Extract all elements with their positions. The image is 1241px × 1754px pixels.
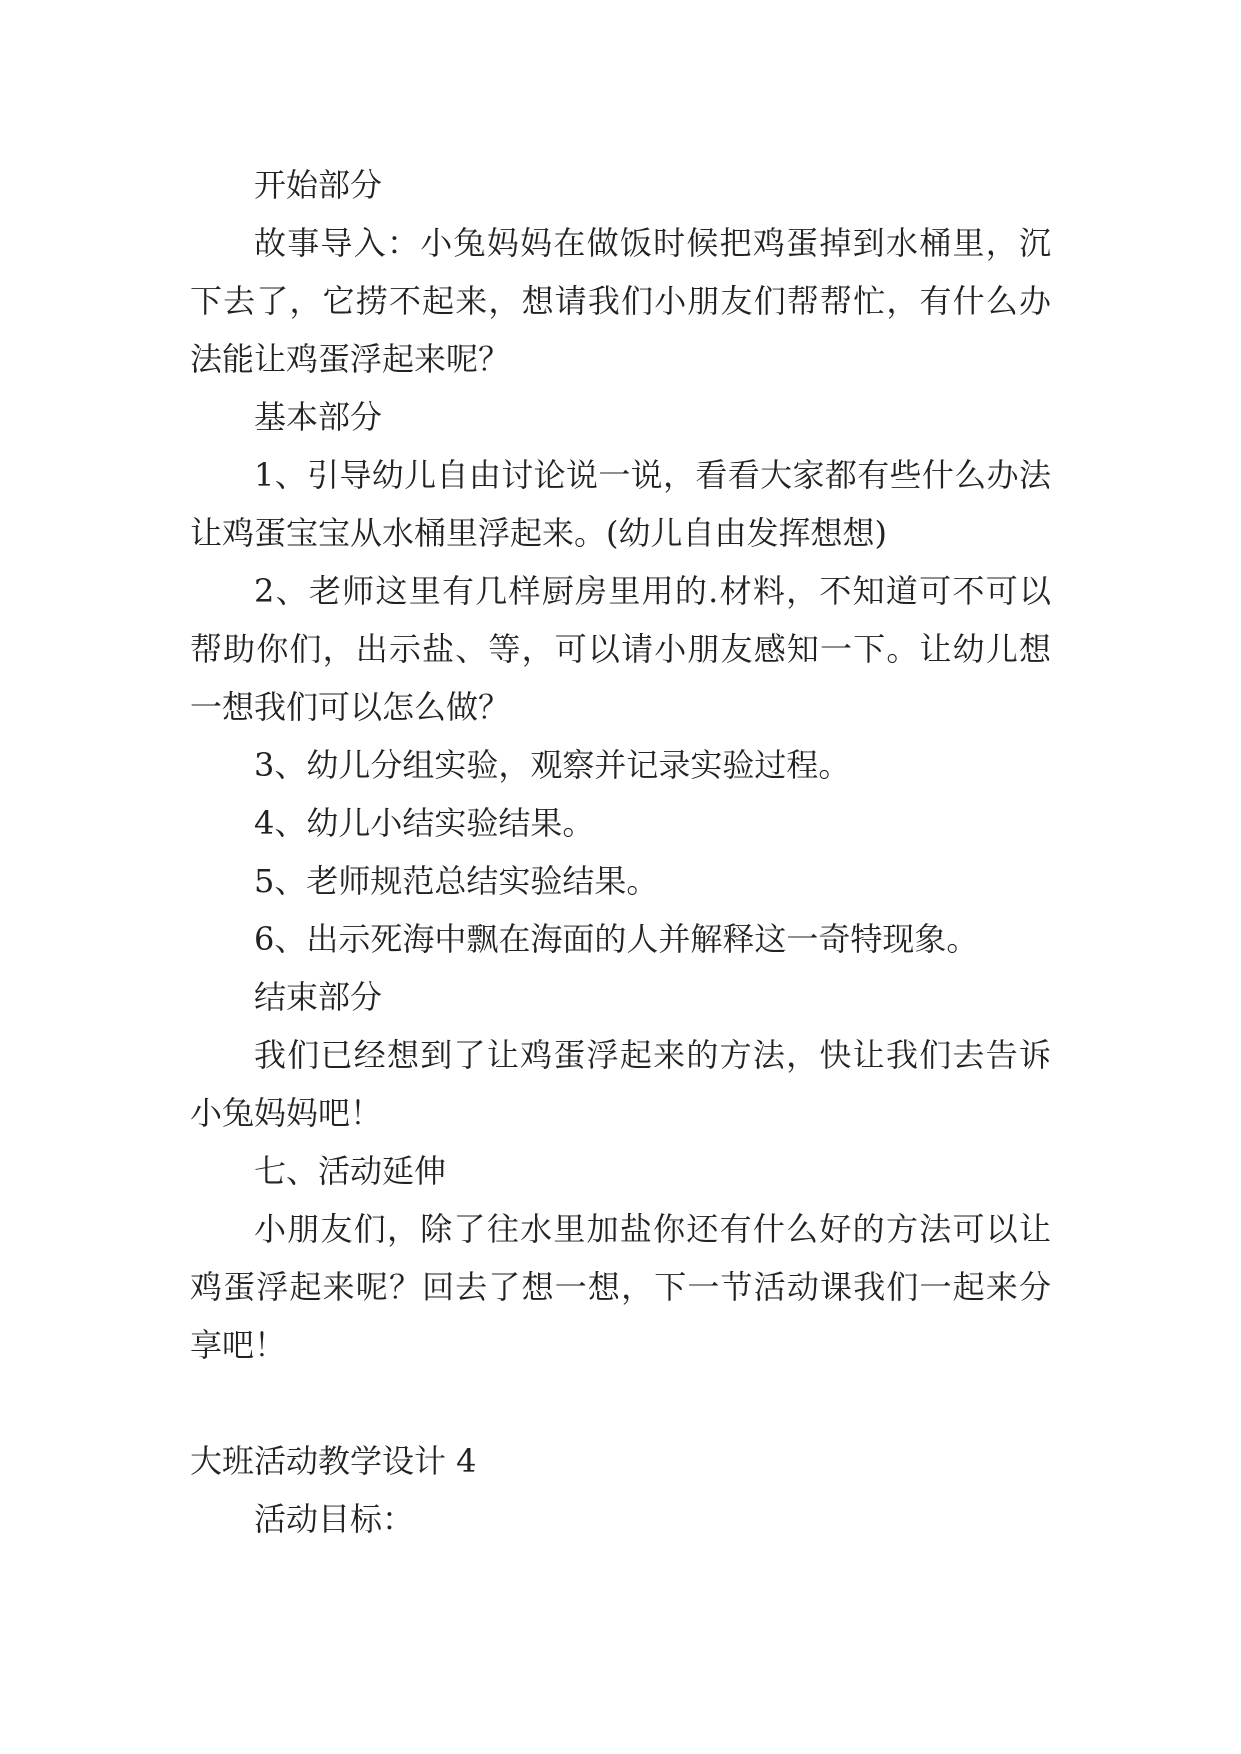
step-6-paragraph: 6、出示死海中飘在海面的人并解释这一奇特现象。 (254, 920, 979, 958)
story-intro-paragraph: 故事导入：小兔妈妈在做饭时候把鸡蛋掉到水桶里，沉下去了，它捞不起来，想请我们小朋友们帮帮忙，有什么办法能让鸡蛋浮起来呢？ (190, 224, 1051, 378)
ending-paragraph: 我们已经想到了让鸡蛋浮起来的方法，快让我们去告诉小兔妈妈吧！ (190, 1036, 1051, 1132)
step-1-paragraph: 1、引导幼儿自由讨论说一说，看看大家都有些什么办法让鸡蛋宝宝从水桶里浮起来。(幼儿自由发挥想想) (190, 456, 1051, 552)
activity-goals-heading: 活动目标： (254, 1500, 415, 1538)
step-2-paragraph: 2、老师这里有几样厨房里用的.材料，不知道可不可以帮助你们，出示盐、等，可以请小朋友感知一下。让幼儿想一想我们可以怎么做？ (190, 572, 1051, 726)
section-heading-basic: 基本部分 (254, 398, 383, 436)
section-heading-extension: 七、活动延伸 (254, 1152, 447, 1190)
step-5-paragraph: 5、老师规范总结实验结果。 (254, 862, 659, 900)
section-gap (190, 1374, 1051, 1432)
section-title: 大班活动教学设计 4 (190, 1442, 477, 1480)
document-body (190, 156, 1051, 1548)
step-4-paragraph: 4、幼儿小结实验结果。 (254, 804, 595, 842)
section-heading-start: 开始部分 (254, 166, 383, 204)
step-3-paragraph: 3、幼儿分组实验，观察并记录实验过程。 (254, 746, 851, 784)
extension-paragraph: 小朋友们，除了往水里加盐你还有什么好的方法可以让鸡蛋浮起来呢？回去了想一想，下一节活动课我们一起来分享吧！ (190, 1210, 1051, 1364)
section-heading-end: 结束部分 (254, 978, 383, 1016)
